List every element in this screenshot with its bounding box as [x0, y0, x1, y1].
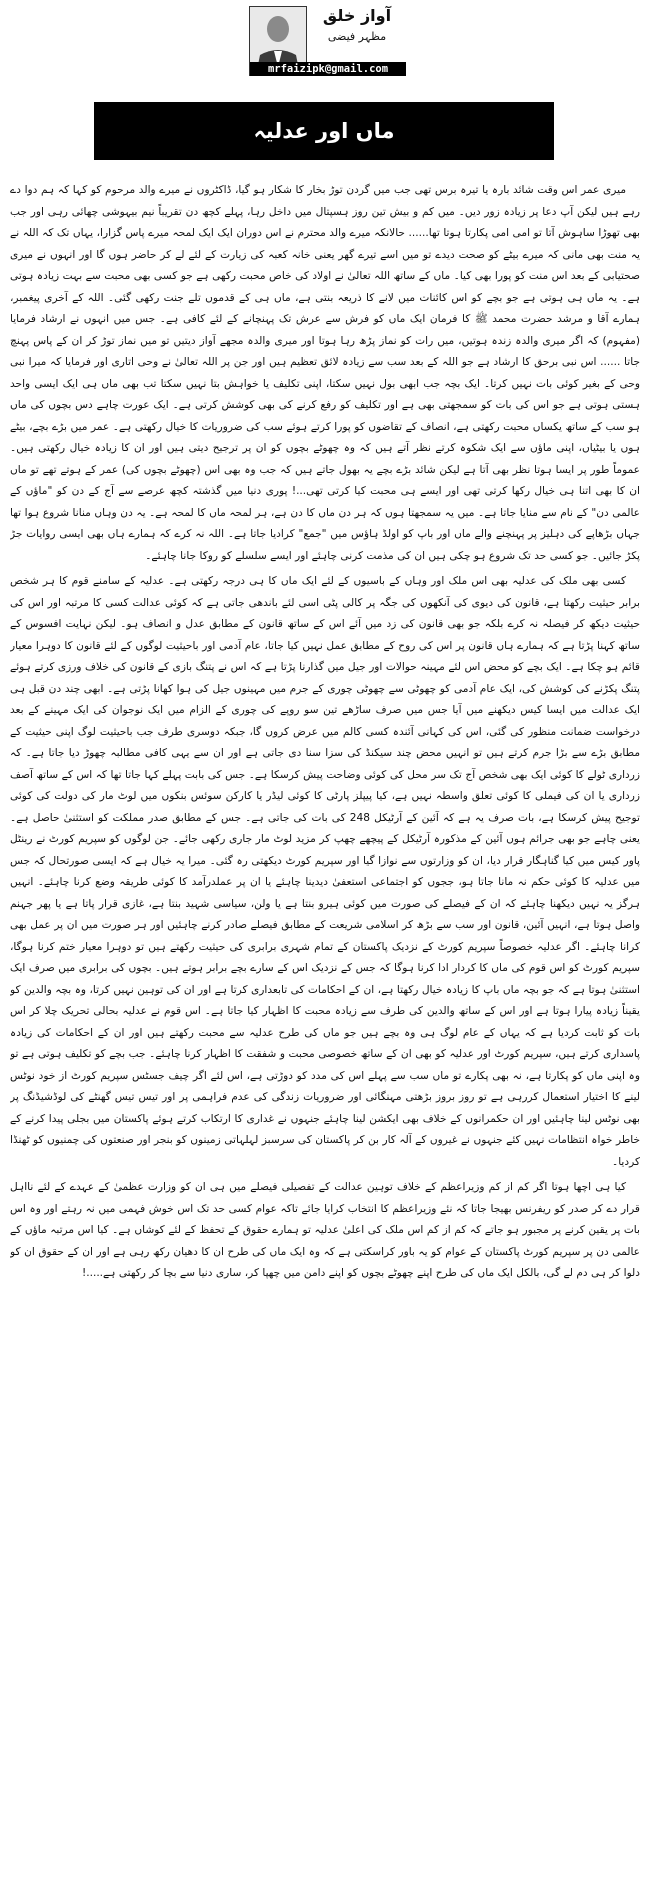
article-paragraph: کسی بھی ملک کی عدلیہ بھی اس ملک اور وہاں کے باسیوں کے لئے ایک ماں کا ہی درجہ رکھتی ہے۔ عدلیہ کے سامنے قوم کا ہر شخص برابر حیثیت رکھتا ہے، قانون کی دیوی کی آنکھوں کی جگہ پر کالی پٹی اسی لئے باندھی جاتی ہے کہ کوئی عدالت کسی کا مرتبہ اور اس کی حیثیت دیکھ کر فیصلہ نہ کرے بلکہ جو بھی قانون کی زد میں آئے اس کے ساتھ قانون کے مطابق عدل و انصاف ہو۔ لیکن نہایت افسوس کے ساتھ کہنا پڑتا ہے کہ ہمارے ہاں قانون پر اس کی روح کے مطابق عمل نہیں کیا جاتا، عام آدمی اور باحیثیت لوگوں کے لئے قانون کا دوہرا معیار قائم ہو چکا ہے۔ ایک بچے کو محض اس لئے مہینہ حوالات اور جیل میں گذارنا پڑتا ہے کہ اس نے پتنگ بازی کے قانون کی خلاف ورزی کرتے ہوئے پتنگ پکڑنے کی کوشش کی، ایک عام آدمی کو چھوٹی سے چھوٹی چوری کے جرم میں مہینوں جیل کی ہوا کھانا پڑتی ہے۔ ابھی چند دن قبل ہی ایک عدالت میں ایسا کیس دیکھنے میں آیا جس میں صرف ساڑھے تین سو روپے کی چوری کے الزام میں ایک نوجوان کی ایک مہینے کے بعد درخواست ضمانت منظور کی گئی، اس کی کہانی آئندہ کسی کالم میں عرض کروں گا، جبکہ دوسری طرف جب باحیثیت لوگ اپنی حیثیت کے مطابق بڑے سے بڑا جرم کرتے ہیں تو انہیں محض چند سیکنڈ کی سزا سنا دی جاتی ہے اور ان سے یہی کافی مطالبہ چھوڑ دیا جاتا ہے۔ کہ زرداری ٹولے کا کوئی ایک بھی شخص آج تک سر محل کی کوئی وضاحت پیش کرسکا ہے۔ جس کی بابت پہلے کہا جاتا تھا کہ اس کے ساتھ آصف زرداری یا ان کی فیملی کا کوئی تعلق واسطہ نہیں ہے، کیا پیپلز پارٹی کا کوئی لیڈر یا کارکن سوئس بنکوں میں لوٹ مار کی دولت کی کوئی توجیح پیش کرسکا ہے، بات صرف یہ ہے کہ آئین کے آرٹیکل 248 کی بات کی جاتی ہے۔ جس کے مطابق صدر مملکت کو استثنیٰ حاصل ہے۔ یعنی چاہے جو بھی جرائم ہوں آئین کے مذکورہ آرٹیکل کے پیچھے چھپ کر مزید لوٹ مار جاری رکھی جائے۔ جن لوگوں کو سپریم کورٹ نے رینٹل پاور کیس میں کیا گناہگار قرار دیا، ان کو وزارتوں سے نوازا گیا اور سپریم کورٹ دیکھتی رہ گئی۔ میرا یہ خیال ہے کہ ایسی صورتحال کہ جس میں عدلیہ کا کوئی حکم نہ مانا جاتا ہو، ججوں کو اجتماعی استعفیٰ دیدینا چاہئے یا ان پر عملدرآمد کا کوئی طریقہ وضع کرنا چاہئے۔ انہیں ہرگز یہ نہیں دیکھنا چاہئے کہ ان کے فیصلے کی صورت میں کوئی ہیرو بنتا ہے یا ولن، سیاسی شہید بنتا ہے، غازی قرار پاتا ہے یا پھر جہنم واصل ہوتا ہے، انہیں آئین، قانون اور سب سے بڑھ کر اسلامی شریعت کے مطابق فیصلے صادر کرنے چاہئیں اور ہر صورت میں ان پر عمل بھی کرانا چاہئے۔ اگر عدلیہ خصوصاً سپریم کورٹ کے نزدیک پاکستان کے تمام شہری برابری کی حیثیت رکھتے ہیں تو دوہرا معیار ختم کرنا ہوگا، سپریم کورٹ کو اس قوم کی ماں کا کردار ادا کرنا ہوگا کہ جس کے نزدیک اس کے سارے بچے برابر ہوتے ہیں۔ بچوں کی برابری میں صرف ایک استثنیٰ ہوتا ہے کہ جو بچہ ماں باپ کا زیادہ خیال رکھتا ہے، ان کے احکامات کی تابعداری کرتا ہے اور ان کی توہین نہیں کرتا، وہ بچہ والدین کو یقیناً زیادہ پیارا ہوتا ہے اور اس کے ساتھ والدین کی طرف سے زیادہ محبت کا اظہار کیا جاتا ہے۔ اس قوم نے عدلیہ بحالی تحریک چلا کر اس بات کو ثابت کردیا ہے کہ یہاں کے عام لوگ ہی وہ بچے ہیں جو ماں کی طرح عدلیہ سے محبت رکھتے ہیں اور ان کے احکامات کی زیادہ پاسداری کرتے ہیں، سپریم کورٹ اور عدلیہ کو بھی ان کے ساتھ خصوصی محبت و شفقت کا اظہار کرنا چاہئے۔ جب بچے کو تکلیف ہوتی ہے تو وہ اپنی ماں کو پکارتا ہے، نہ بھی پکارے تو ماں سب سے پہلے اس کی مدد کو دوڑتی ہے، اس لئے اگر چیف جسٹس سپریم کورٹ از خود نوٹس لینے کا اختیار استعمال کررہی ہے تو روز بروز بڑھتی مہنگائی اور ضروریات زندگی کی عدم فراہمی پر اور تیس تیس گھنٹے کی لوڈشیڈنگ پر بھی نوٹس لینا چاہئیں اور ان حکمرانوں کے خلاف بھی ایکشن لینا چاہئے جنہوں نے غداری کا ارتکاب کرتے ہوئے پاکستان میں بجلی پیدا کرنے کے خاطر خواہ انتظامات نہیں کئے جنہوں نے غیروں کے آلہ کار بن کر پاکستان کی سرسبز لہلہاتی زمینوں کو بنجر اور صنعتوں کی چمنیوں کو ٹھنڈا کردیا۔ [10, 575, 640, 1168]
author-name: مظہر فیضی [327, 30, 387, 43]
article-title: ماں اور عدلیہ [253, 119, 395, 143]
title-banner [94, 102, 554, 160]
article-body [10, 180, 640, 1880]
author-email: mrfaizipk@gmail.com [250, 62, 406, 76]
column-name: آواز خلق [322, 6, 392, 25]
article-paragraph: میری عمر اس وقت شائد بارہ یا تیرہ برس تھی جب میں گردن توڑ بخار کا شکار ہو گیا، ڈاکٹروں نے میرے والد مرحوم کو کہا کہ ہم دوا دے رہے ہیں لیکن آپ دعا پر زیادہ زور دیں۔ میں کم و بیش تین روز ہسپتال میں داخل رہا، پہلے کچھ دن تقریباً نیم بیہوشی چھائی رہی اور جب بھی تھوڑا ساہوش آتا تو امی امی پکارتا ہوتا تھا...... حالانکہ میرے والد محترم نے اس دوران ایک ایک لمحہ میرے پاس گزارا، یہاں تک کہ اللہ نے یہ منت بھی مانی کہ میرے بیٹے کو صحت دیدے تو میں اسے تیرے گھر یعنی خانہ کعبہ کی زیارت کے لئے لے کر حاضر ہوں گا اور انہوں نے میری صحتیابی کے بعد اس منت کو پورا بھی کیا۔ ماں کے ساتھ اللہ تعالیٰ نے اولاد کی خاص محبت رکھی ہے جو کسی بھی محبت سے بہت زیادہ ہوتی ہے۔ یہ ماں ہی ہوتی ہے جو بچے کو اس کائنات میں لانے کا ذریعہ بنتی ہے، ماں ہی کے قدموں تلے جنت رکھی گئی۔ اللہ کے آخری پیغمبر، ہمارے آقا و مرشد حضرت محمد ﷺ کا فرمان ایک ماں کو فرش سے عرش تک پہنچانے کے لئے کافی ہے۔ جس میں انہوں نے ارشاد فرمایا (مفہوم) کہ اگر میری والدہ زندہ ہوتیں، میں رات کو نماز پڑھ رہا ہوتا اور میری والدہ مجھے آواز دیتیں تو میں نماز توڑ کر ان کے پاس پہنچ جاتا ...... اس نبی برحق کا ارشاد ہے جو اللہ کے بعد سب سے زیادہ لائق تعظیم ہیں اور جن پر اللہ تعالیٰ نے وحی اتاری اور فرمایا کہ میرا نبی وحی کے بغیر کوئی بات نہیں کرتا۔ ایک بچہ جب ابھی بول نہیں سکتا، اپنی تکلیف یا خواہش بتا نہیں سکتا تب بھی ماں ہی ایک ایسی واحد ہستی ہوتی ہے جو اس کی بات کو سمجھتی بھی ہے اور تکلیف کو رفع کرنے کی بھی کوشش کرتی ہے۔ ایک عورت چاہے دس بچوں کی ماں ہو سب کے ساتھ یکساں محبت رکھتی ہے، انصاف کے تقاضوں کو پورا کرتے ہوئے سب کی ضروریات کا خیال رکھتی ہے۔ عمر میں بڑے بچے، بیٹے ہوں یا بیٹیاں، اپنی ماؤں سے ایک شکوہ کرتے نظر آتے ہیں کہ وہ چھوٹے بچوں کو ان پر ترجیح دیتی ہیں اور ان کا زیادہ خیال رکھتی ہیں۔ عموماً طور پر ایسا ہوتا نظر بھی آتا ہے لیکن شائد بڑے بچے یہ بھول جاتے ہیں کہ جب وہ بھی اس (چھوٹے بچوں کی) عمر کے ہوتے تھے تو ماں ان کا بھی اتنا ہی خیال رکھا کرتی تھی اور ایسے ہی محبت کیا کرتی تھی...! پوری دنیا میں گذشتہ کچھ عرصے سے آج کے دن کو "ماؤں کے عالمی دن" کے نام سے منایا جاتا ہے۔ میں یہ سمجھتا ہوں کہ ہر دن ماں کا دن ہے، ہر لمحہ ماں کا لمحہ ہے۔ یہ دن وہاں منانا شروع ہوا تھا جہاں بڑھاپے کی دہلیز پر پہنچنے والے ماں اور باپ کو اولڈ ہاؤس میں "جمع" کرادیا جاتا ہے۔ اللہ نہ کرے کہ ہمارے ہاں بھی ایسی روایات جڑ پکڑ جائیں۔ جو کسی حد تک شروع ہو چکی ہیں ان کی مذمت کرنی چاہئے اور ایسے سلسلے کو روکا جانا چاہئے۔ [10, 184, 640, 562]
article-paragraph: کیا ہی اچھا ہوتا اگر کم از کم وزیراعظم کے خلاف توہین عدالت کے تفصیلی فیصلے میں ہی ان کو وزارت عظمیٰ کے عہدے کے لئے نااہل قرار دے کر صدر کو ریفرنس بھیجا جاتا کہ نئے وزیراعظم کا انتخاب کرایا جائے تاکہ عوام کسی حد تک اس خوش فہمی میں نہ رہتے اور وہ اس بات پر یقین کرنے پر مجبور ہو جاتے کہ کم از کم اس ملک کی اعلیٰ عدلیہ تو ہمارے حقوق کے تحفظ کے لئے کوشاں ہے۔ کیا اس مرتبہ ماؤں کے عالمی دن پر سپریم کورٹ پاکستان کے عوام کو یہ باور کراسکتی ہے کہ وہ ایک ماں کی طرح ان کا دھیان رکھ رہی ہے اور ان کے حقوق ان کو دلوا کر ہی دم لے گی، بالکل ایک ماں کی طرح اپنے چھوٹے بچوں کو اپنے دامن میں چھپا کر، ساری دنیا سے بچا کر رکھتی ہے.....! [10, 1181, 640, 1279]
column-header [0, 0, 652, 80]
